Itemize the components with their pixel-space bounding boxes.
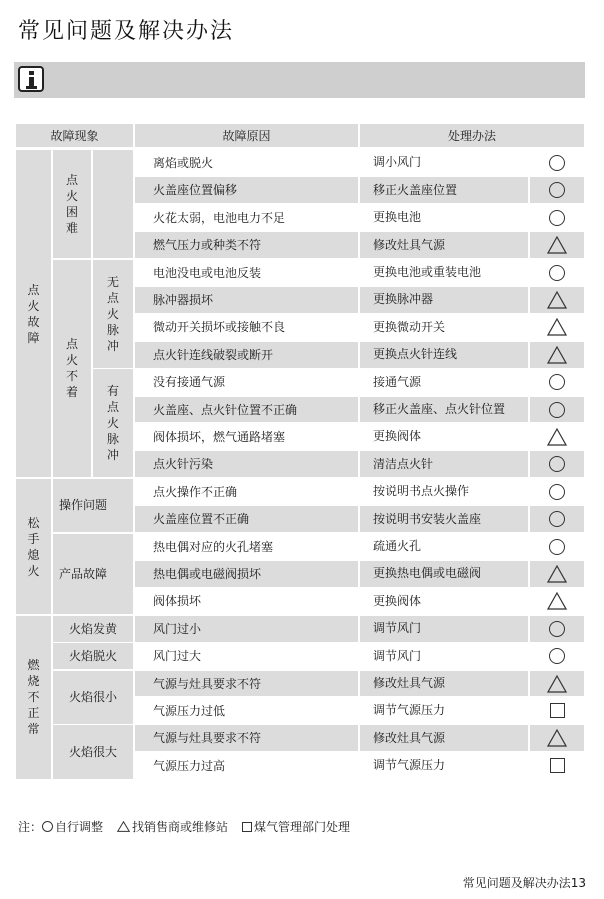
- solution-text: 修改灶具气源: [373, 237, 446, 252]
- mark-cell: [530, 643, 584, 669]
- group-has-pulse-label: 有点火脉冲: [106, 384, 119, 463]
- header-cause-label: 故障原因: [222, 128, 271, 143]
- group-flame-big: [53, 725, 133, 778]
- group-no-pulse-label: 无点火脉冲: [106, 274, 119, 353]
- footer-title: 常见问题及解决办法: [462, 876, 571, 890]
- triangle-icon: [547, 318, 567, 336]
- group-no-pulse: [93, 260, 133, 368]
- cause-text: 火盖座、点火针位置不正确: [153, 402, 298, 417]
- mark-cell: [530, 753, 584, 779]
- cause-cell: [135, 424, 358, 450]
- solution-cell: [360, 287, 528, 313]
- group-no-ignition-label: 点火不着: [65, 337, 78, 400]
- group-flame-off-label: 火焰脱火: [68, 649, 117, 664]
- cause-text: 脉冲器损坏: [153, 292, 214, 307]
- solution-text: 移正火盖座位置: [373, 182, 458, 197]
- group-flame-big-label: 火焰很大: [68, 745, 117, 760]
- cause-cell: [135, 205, 358, 231]
- solution-text: 按说明书安装火盖座: [373, 511, 482, 526]
- triangle-icon: [547, 236, 567, 254]
- group-flame-small-label: 火焰很小: [68, 690, 117, 705]
- circle-icon: [549, 539, 565, 555]
- cause-cell: [135, 150, 358, 176]
- cause-text: 气源与灶具要求不符: [153, 676, 262, 691]
- header-solution: [360, 124, 584, 147]
- mark-cell: [530, 725, 584, 751]
- group-flame-yellow: [53, 616, 133, 642]
- mark-cell: [530, 479, 584, 505]
- mark-cell: [530, 588, 584, 614]
- solution-cell: [360, 451, 528, 477]
- mark-cell: [530, 397, 584, 423]
- cause-cell: [135, 561, 358, 587]
- group-ignition-fault: [16, 150, 51, 477]
- solution-cell: [360, 314, 528, 340]
- group-hard-ignition-label: 点火困难: [65, 173, 78, 236]
- cause-text: 点火针连线破裂或断开: [153, 347, 274, 362]
- solution-cell: [360, 397, 528, 423]
- solution-text: 修改灶具气源: [373, 676, 446, 691]
- header-cause: [135, 124, 358, 147]
- solution-cell: [360, 506, 528, 532]
- square-icon: [550, 758, 565, 773]
- solution-text: 更换阀体: [373, 593, 422, 608]
- group-release-extinguish-label: 松手熄火: [27, 515, 40, 578]
- solution-cell: [360, 698, 528, 724]
- mark-cell: [530, 616, 584, 642]
- group-abnormal-burn: [16, 616, 51, 779]
- group-no-ignition: [53, 260, 91, 478]
- cause-cell: [135, 314, 358, 340]
- triangle-icon: [547, 729, 567, 747]
- solution-cell: [360, 753, 528, 779]
- cause-text: 气源与灶具要求不符: [153, 731, 262, 746]
- info-icon: [18, 66, 44, 92]
- cause-text: 风门过小: [153, 621, 202, 636]
- mark-cell: [530, 342, 584, 368]
- legend-dealer: 找销售商或维修站: [132, 820, 229, 834]
- cause-cell: [135, 506, 358, 532]
- mark-cell: [530, 451, 584, 477]
- cause-text: 火花太弱，电池电力不足: [153, 210, 286, 225]
- info-banner: [14, 62, 585, 98]
- cause-cell: [135, 232, 358, 258]
- legend-gas-dept: 煤气管理部门处理: [254, 820, 351, 834]
- cause-text: 热电偶对应的火孔堵塞: [153, 539, 274, 554]
- cause-text: 点火针污染: [153, 457, 214, 472]
- circle-icon: [549, 511, 565, 527]
- triangle-icon: [547, 291, 567, 309]
- solution-text: 接通气源: [373, 374, 422, 389]
- solution-text: 调节风门: [373, 648, 422, 663]
- group-flame-small: [53, 671, 133, 724]
- cause-cell: [135, 534, 358, 560]
- solution-cell: [360, 260, 528, 286]
- page-footer: [463, 874, 586, 891]
- triangle-icon: [547, 592, 567, 610]
- solution-cell: [360, 177, 528, 203]
- group-operation-problem-label: 操作问题: [59, 498, 108, 513]
- solution-text: 调小风门: [373, 155, 422, 170]
- solution-text: 更换微动开关: [373, 319, 446, 334]
- solution-cell: [360, 588, 528, 614]
- group-product-fault-label: 产品故障: [59, 566, 108, 581]
- solution-text: 更换电池或重装电池: [373, 265, 482, 280]
- mark-cell: [530, 314, 584, 340]
- solution-text: 更换脉冲器: [373, 292, 434, 307]
- cause-cell: [135, 671, 358, 697]
- triangle-icon: [547, 565, 567, 583]
- legend-self: 自行调整: [55, 820, 104, 834]
- mark-cell: [530, 177, 584, 203]
- circle-icon: [549, 456, 565, 472]
- group-release-extinguish: [16, 479, 51, 615]
- solution-cell: [360, 369, 528, 395]
- solution-cell: [360, 725, 528, 751]
- cause-text: 离焰或脱火: [153, 155, 214, 170]
- page-title: 常见问题及解决办法: [18, 19, 235, 44]
- triangle-icon: [547, 428, 567, 446]
- cause-text: 阀体损坏，燃气通路堵塞: [153, 429, 286, 444]
- cause-text: 电池没电或电池反装: [153, 265, 262, 280]
- solution-text: 更换阀体: [373, 429, 422, 444]
- legend-note: [18, 818, 364, 835]
- mark-cell: [530, 561, 584, 587]
- triangle-icon: [117, 821, 130, 832]
- cause-text: 阀体损坏: [153, 594, 202, 609]
- cause-cell: [135, 177, 358, 203]
- mark-cell: [530, 671, 584, 697]
- circle-icon: [549, 265, 565, 281]
- group-hard-ignition: [53, 150, 91, 258]
- solution-cell: [360, 671, 528, 697]
- solution-text: 疏通火孔: [373, 539, 422, 554]
- cause-cell: [135, 725, 358, 751]
- circle-icon: [549, 155, 565, 171]
- mark-cell: [530, 369, 584, 395]
- mark-cell: [530, 534, 584, 560]
- solution-text: 移正火盖座、点火针位置: [373, 402, 506, 417]
- solution-text: 调节风门: [373, 621, 422, 636]
- cause-cell: [135, 369, 358, 395]
- group-ignition-fault-label: 点火故障: [27, 282, 40, 345]
- solution-cell: [360, 342, 528, 368]
- cause-cell: [135, 287, 358, 313]
- header-symptom-label: 故障现象: [50, 128, 99, 143]
- solution-cell: [360, 561, 528, 587]
- cause-cell: [135, 616, 358, 642]
- cause-cell: [135, 342, 358, 368]
- solution-text: 更换点火针连线: [373, 347, 458, 362]
- circle-icon: [549, 402, 565, 418]
- mark-cell: [530, 150, 584, 176]
- cause-text: 火盖座位置不正确: [153, 512, 250, 527]
- solution-text: 按说明书点火操作: [373, 484, 470, 499]
- group-has-pulse: [93, 369, 133, 477]
- solution-text: 更换热电偶或电磁阀: [373, 566, 482, 581]
- solution-cell: [360, 643, 528, 669]
- group-abnormal-burn-label: 燃烧不正常: [27, 658, 40, 737]
- group-flame-off: [53, 643, 133, 669]
- group-operation-problem: [53, 479, 133, 532]
- group-product-fault: [53, 534, 133, 615]
- cause-text: 热电偶或电磁阀损坏: [153, 566, 262, 581]
- solution-text: 调节气源压力: [373, 703, 446, 718]
- group-flame-yellow-label: 火焰发黄: [68, 621, 117, 636]
- note-prefix: 注：: [18, 820, 43, 834]
- cause-text: 火盖座位置偏移: [153, 183, 238, 198]
- solution-cell: [360, 232, 528, 258]
- mark-cell: [530, 287, 584, 313]
- circle-icon: [549, 210, 565, 226]
- cause-text: 风门过大: [153, 649, 202, 664]
- circle-icon: [549, 648, 565, 664]
- cause-text: 气源压力过低: [153, 703, 226, 718]
- cause-text: 微动开关损坏或接触不良: [153, 320, 286, 335]
- solution-cell: [360, 205, 528, 231]
- mark-cell: [530, 205, 584, 231]
- cause-text: 没有接通气源: [153, 375, 226, 390]
- cause-cell: [135, 397, 358, 423]
- page-number: 13: [570, 876, 586, 890]
- cause-cell: [135, 588, 358, 614]
- cause-cell: [135, 643, 358, 669]
- cause-cell: [135, 451, 358, 477]
- cause-cell: [135, 753, 358, 779]
- solution-cell: [360, 534, 528, 560]
- solution-cell: [360, 424, 528, 450]
- circle-icon: [549, 182, 565, 198]
- circle-icon: [549, 484, 565, 500]
- cause-text: 点火操作不正确: [153, 484, 238, 499]
- header-solution-label: 处理办法: [447, 128, 496, 143]
- solution-text: 更换电池: [373, 210, 422, 225]
- mark-cell: [530, 424, 584, 450]
- triangle-icon: [547, 675, 567, 693]
- solution-text: 清洁点火针: [373, 456, 434, 471]
- cause-cell: [135, 479, 358, 505]
- cause-cell: [135, 698, 358, 724]
- cause-text: 燃气压力或种类不符: [153, 238, 262, 253]
- mark-cell: [530, 506, 584, 532]
- mark-cell: [530, 260, 584, 286]
- mark-cell: [530, 232, 584, 258]
- solution-text: 调节气源压力: [373, 758, 446, 773]
- square-icon: [242, 822, 252, 832]
- circle-icon: [42, 821, 53, 832]
- solution-cell: [360, 150, 528, 176]
- square-icon: [550, 703, 565, 718]
- solution-text: 修改灶具气源: [373, 730, 446, 745]
- header-symptom: [16, 124, 133, 147]
- solution-cell: [360, 479, 528, 505]
- solution-cell: [360, 616, 528, 642]
- group-blank: [93, 150, 133, 258]
- circle-icon: [549, 374, 565, 390]
- circle-icon: [549, 621, 565, 637]
- triangle-icon: [547, 346, 567, 364]
- cause-cell: [135, 260, 358, 286]
- cause-text: 气源压力过高: [153, 758, 226, 773]
- mark-cell: [530, 698, 584, 724]
